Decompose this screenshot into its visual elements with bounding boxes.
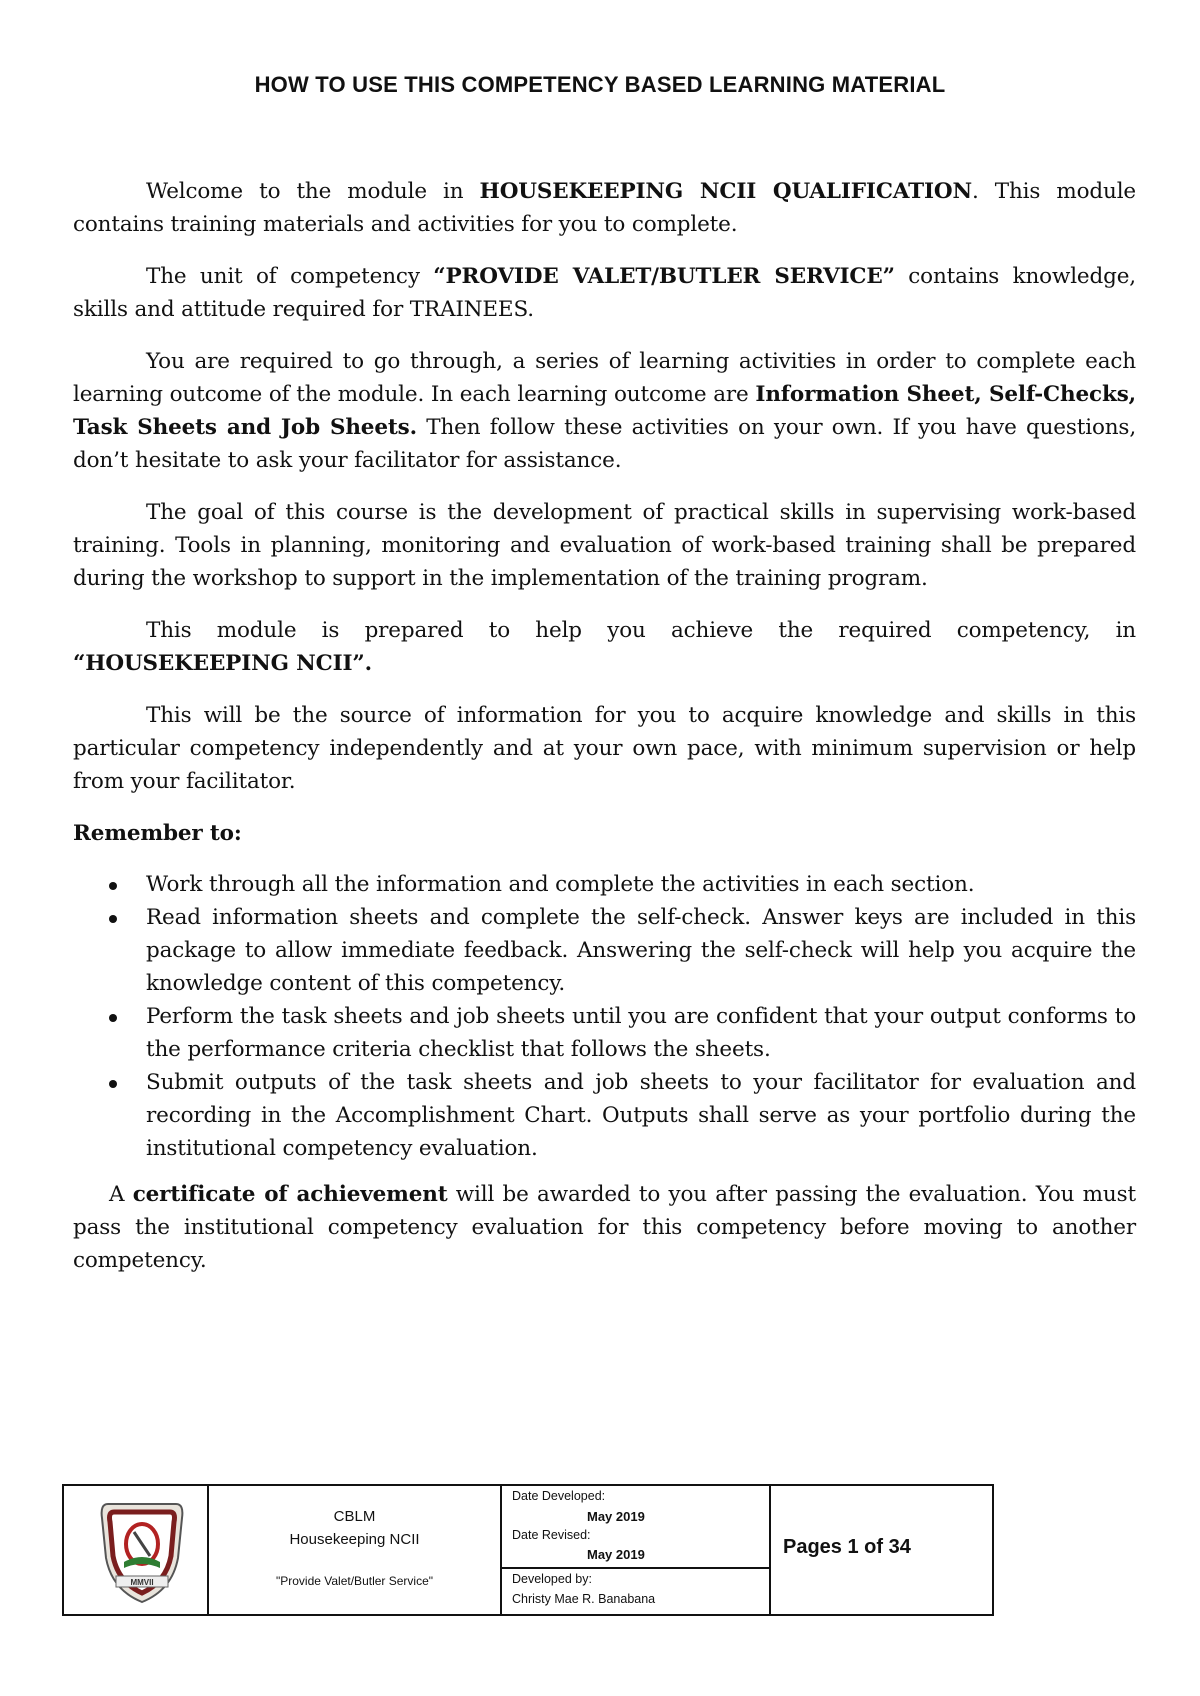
bullet-icon — [109, 1080, 117, 1088]
footer-module-cell — [209, 1486, 502, 1614]
text: The unit of competency — [146, 264, 434, 289]
footer-dates-cell — [502, 1486, 771, 1614]
list-item-text: Read information sheets and complete the self-check. Answer keys are included in this package to allow immediate feedback. Answering the self-check will help you acquire the knowledge content of this competency. — [146, 905, 1136, 996]
logo-text: MMVII — [130, 1578, 154, 1587]
footer-logo-cell — [64, 1486, 209, 1614]
paragraph-activities — [73, 345, 1136, 477]
text: This module is prepared to help you achieve the required competency, in — [146, 618, 1136, 643]
text: A — [109, 1182, 133, 1207]
document-body — [73, 175, 1136, 1296]
list-item — [73, 1066, 1136, 1165]
bold-text: HOUSEKEEPING NCII QUALIFICATION — [479, 179, 972, 204]
developed-by-label: Developed by: — [512, 1572, 592, 1586]
remember-heading: Remember to: — [73, 821, 242, 846]
text: . This module contains training materials and activities for you to complete. — [73, 179, 1136, 237]
list-item — [73, 868, 1136, 901]
list-item-text: Submit outputs of the task sheets and job sheets to your facilitator for evaluation and recording in the Accomplishment Chart. Outputs shall serve as your portfolio during the institutional competency evaluation. — [146, 1070, 1136, 1161]
text: Then follow these activities on your own. If you have questions, don’t hesitate to ask your facilitator for assistance. — [73, 415, 1137, 473]
footer-unit: "Provide Valet/Butler Service" — [275, 1574, 434, 1588]
paragraph-purpose — [73, 614, 1136, 680]
bullet-icon — [109, 882, 117, 890]
bullet-list — [73, 868, 1136, 1165]
paragraph-certificate — [73, 1178, 1136, 1277]
paragraph-unit — [73, 260, 1136, 326]
footer-cblm: CBLM — [333, 1508, 376, 1525]
date-developed-label: Date Developed: — [512, 1489, 606, 1503]
bold-text: certificate of achievement — [132, 1182, 448, 1207]
developed-by-value: Christy Mae R. Banabana — [512, 1592, 656, 1606]
school-seal-logo-icon — [94, 1498, 190, 1604]
text: Welcome to the module in — [146, 179, 480, 204]
date-revised-label: Date Revised: — [512, 1528, 591, 1542]
page-number: Pages 1 of 34 — [783, 1536, 911, 1558]
bold-text: “PROVIDE VALET/BUTLER SERVICE” — [433, 264, 895, 289]
text: will be awarded to you after passing the evaluation. You must pass the institutional competency evaluation for this competency before moving to another competency. — [73, 1182, 1136, 1273]
bullet-icon — [109, 1014, 117, 1022]
footer-qualification: Housekeeping NCII — [289, 1531, 420, 1548]
text: contains knowledge, skills and attitude required for TRAINEES. — [73, 264, 1136, 322]
bullet-icon — [109, 915, 117, 923]
list-item — [73, 1000, 1136, 1066]
footer-table — [62, 1484, 994, 1616]
list-item-text: Perform the task sheets and job sheets until you are confident that your output conforms to the performance criteria checklist that follows the sheets. — [146, 1004, 1136, 1062]
list-item-text: Work through all the information and complete the activities in each section. — [146, 872, 975, 897]
bold-text: Information Sheet, Self-Checks, Task Sheets and Job Sheets. — [73, 382, 1136, 440]
bold-text: “HOUSEKEEPING NCII”. — [73, 651, 372, 676]
text: You are required to go through, a series of learning activities in order to complete each learning outcome of the module. In each learning outcome are — [73, 349, 1136, 407]
page-title: HOW TO USE THIS COMPETENCY BASED LEARNING MATERIAL — [254, 72, 946, 97]
paragraph-goal: The goal of this course is the development of practical skills in supervising work-based training. Tools in planning, monitoring and evaluation of work-based training shall be prepared during the workshop to support in the implementation of the training program. — [73, 500, 1136, 591]
paragraph-welcome — [73, 175, 1136, 241]
paragraph-source: This will be the source of information for you to acquire knowledge and skills in this particular competency independently and at your own pace, with minimum supervision or help from your facilitator. — [73, 703, 1136, 794]
footer-pages-cell — [771, 1486, 992, 1614]
date-developed-value: May 2019 — [587, 1509, 645, 1524]
divider — [502, 1567, 769, 1569]
date-revised-value: May 2019 — [587, 1547, 645, 1562]
list-item — [73, 901, 1136, 1000]
